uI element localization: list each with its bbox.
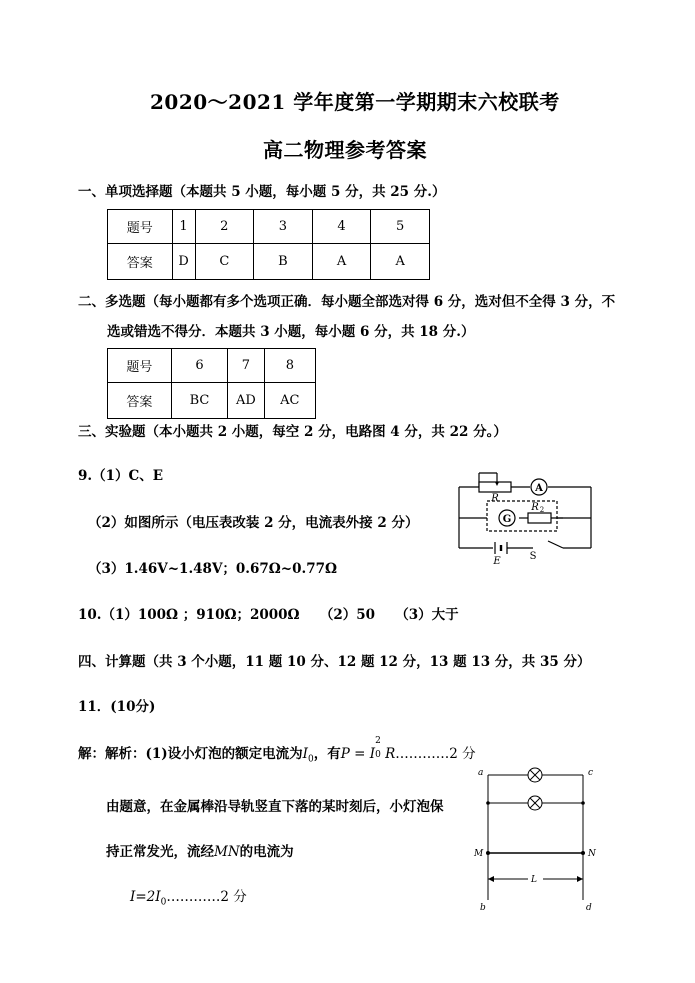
battery-label: E [493,556,501,567]
circuit-diagram [455,468,605,568]
rheostat-label: R [491,493,499,504]
resistor-subscript: 2 [539,506,545,514]
rail-lamp-diagram [474,765,608,913]
table-row-label: 题号 [108,349,172,383]
label-b: b [480,903,486,913]
score-1: …………2 分 [395,746,476,762]
answer-cell: AD [228,383,265,419]
answer-cell: C [195,244,254,280]
answer-cell: A [371,244,430,280]
q11-title: 11．(10分) [78,699,156,715]
label-a: a [478,768,484,778]
resistor-icon [528,513,551,523]
answer-cell: A [312,244,371,280]
answer-cell: B [254,244,313,280]
formula-r: R [385,746,396,762]
line3-suffix: 的电流为 [239,844,294,860]
document-subtitle: 高二物理参考答案 [263,138,427,162]
current-symbol: I [130,889,136,905]
power-formula: P = I [340,746,376,762]
galvanometer-label: G [502,514,512,525]
section4-heading: 四、计算题（共 3 个小题，11 题 10 分、12 题 12 分，13 题 13 分，共 35 分） [78,654,591,670]
solution-line1 [78,736,476,765]
section1-heading: 一、单项选择题（本题共 5 小题，每小题 5 分，共 25 分.） [78,184,446,200]
mn-symbol: MN [214,844,240,860]
current-subscript: 0 [160,897,167,908]
q9-part2: （2）如图所示（电压表改装 2 分，电流表外接 2 分） [88,515,419,531]
section2-answer-table [107,348,316,419]
label-c: c [588,768,594,778]
formula-subscript: 0 [375,750,381,760]
q9-part1: 9.（1）C、E [78,468,164,484]
question-number: 4 [312,210,371,244]
solution-line2: 由题意，在金属棒沿导轨竖直下落的某时刻后，小灯泡保 [106,799,444,815]
ammeter-label: A [535,483,543,494]
question-number: 3 [254,210,313,244]
solution-line3 [106,840,294,860]
answer-cell: D [172,244,195,280]
label-n: N [588,849,596,859]
table-row-label: 答案 [108,244,173,280]
question-number: 1 [172,210,195,244]
lamp-icon [528,768,542,782]
have-text: ，有 [313,746,341,762]
switch-arm [548,541,563,548]
q9-part3: （3）1.46V~1.48V；0.67Ω~0.77Ω [88,561,338,577]
question-number: 7 [228,349,265,383]
solution-prefix: 解：解析：(1)设小灯泡的额定电流为 [78,746,303,762]
question-number: 6 [171,349,227,383]
i0-subscript: 0 [308,754,314,765]
table-row-label: 答案 [108,383,172,419]
label-l: L [531,875,537,885]
score-2: …………2 分 [166,889,247,905]
line3-prefix: 持正常发光，流经 [106,844,214,860]
i0-symbol: I [302,746,309,762]
solution-line4 [130,885,247,908]
table-row-label: 题号 [108,210,173,244]
answer-cell: BC [171,383,227,419]
answer-cell: AC [264,383,315,419]
resistor-label: R [531,502,539,513]
rheostat-icon [479,482,511,492]
question-number: 8 [264,349,315,383]
section2-heading-line1: 二、多选题（每小题都有多个选项正确．每小题全部选对得 6 分，选对但不全得 3 分，不 [78,294,616,310]
section2-heading-line2: 选或错选不得分．本题共 3 小题，每小题 6 分，共 18 分.） [107,324,475,340]
document-title: 2020～2021 学年度第一学期期末六校联考 [150,90,560,114]
formula-superscript: 2 [375,736,381,746]
question-number: 2 [195,210,254,244]
lamp-icon [528,796,542,810]
label-m: M [474,849,484,859]
q10-answer: 10.（1）100Ω ；910Ω；2000Ω （2）50 （3）大于 [78,607,459,623]
switch-label: S [529,551,537,562]
section3-heading: 三、实验题（本小题共 2 小题，每空 2 分，电路图 4 分，共 22 分。） [78,424,507,440]
label-d: d [586,903,592,913]
current-equation: =2I [135,889,161,905]
question-number: 5 [371,210,430,244]
section1-answer-table [107,209,430,280]
